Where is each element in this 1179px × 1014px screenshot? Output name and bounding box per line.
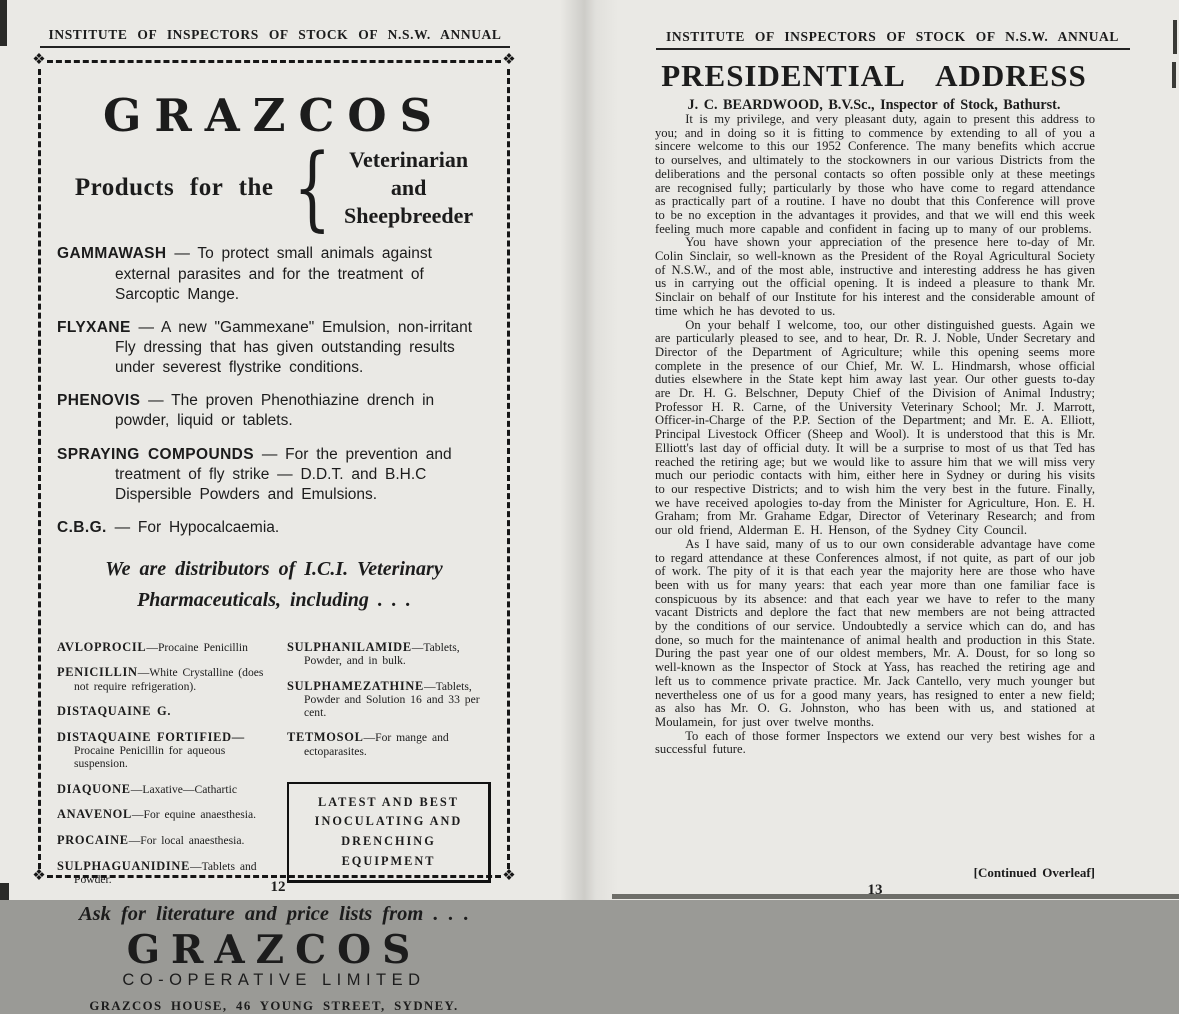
product-desc: — For the prevention and treatment of fly strike — D.D.T. and B.H.C Dispersible Powders and Emulsions. bbox=[115, 445, 452, 503]
right-header-rule bbox=[656, 48, 1130, 50]
drug-name: DISTAQUAINE FORTIFIED— bbox=[57, 729, 245, 744]
body-paragraph: As I have said, many of us to our own considerable advantage have come to regard attendance at these Conferences almost, if not quite, as part of our job of work. The pity of it is that each year the majority here are those who have been with us for many years: that each year more than one familiar face is conspicuous by its absence: and that each year we have to refer to the many vacant Districts and deplore the fact that new members are not being attracted by the conditions of our service. Undoubtedly a service which can do, and has done, so much for the maintenance of animal health and production in this State. During the past year one of our oldest members, Mr. A. Doust, for so long so well-known as the Inspector of Stock at Yass, has reached the retiring age and left us to commence private practice. Mr. Jack Cantello, very much younger but nevertheless one of us for a good many years, has resigned to enter a new field; as also has Mr. O. G. Johnston, who has been with us, and stationed at Moulamein, for just over twelve months. bbox=[655, 536, 1095, 729]
product-name: GAMMAWASH bbox=[57, 245, 167, 263]
list-item bbox=[57, 665, 283, 692]
drug-desc: —Tablets, Powder and Solution 16 and 33 per cent. bbox=[304, 679, 480, 719]
product-entry bbox=[57, 518, 491, 538]
drug-desc: —For local anaesthesia. bbox=[128, 834, 245, 848]
border-ornament-icon: ❖ bbox=[502, 868, 516, 884]
audience-word: Sheepbreeder bbox=[344, 203, 474, 229]
right-page-number: 13 bbox=[867, 882, 883, 898]
cooperative-limited-line: CO-OPERATIVE LIMITED bbox=[122, 970, 426, 989]
distributor-line: Pharmaceuticals, including . . . bbox=[137, 589, 411, 612]
body-paragraph: You have shown your appreciation of the presence here to-day of Mr. Colin Sinclair, so well-known as the President of the Royal Agricultural Society of N.S.W., and of the most able, instructive and interesting address he has given us in carrying out the official opening. It is indeed a pleasure to thank Mr. Sinclair on behalf of our Institute for his interest and the considerable amount of time which he has devoted to us. bbox=[655, 235, 1095, 318]
drug-desc: —Tablets, Powder, and in bulk. bbox=[304, 640, 460, 667]
article-body bbox=[655, 113, 1095, 881]
body-paragraph: To each of those former Inspectors we extend our very best wishes for a successful future. bbox=[655, 728, 1095, 757]
equipment-line: DRENCHING EQUIPMENT bbox=[341, 833, 436, 868]
brand-wordmark-footer: GRAZCOS bbox=[126, 927, 422, 974]
list-item bbox=[57, 782, 283, 796]
drug-desc: —For equine anaesthesia. bbox=[131, 808, 257, 822]
border-ornament-icon: ❖ bbox=[32, 868, 46, 884]
article-byline: J. C. BEARDWOOD, B.V.Sc., Inspector of Stock, Bathurst. bbox=[687, 97, 1061, 113]
drug-name: ANAVENOL bbox=[57, 807, 132, 822]
product-entry bbox=[57, 445, 491, 505]
audience-word: Veterinarian bbox=[349, 147, 469, 172]
continued-overleaf-note: [Continued Overleaf] bbox=[973, 865, 1095, 881]
brand-wordmark: GRAZCOS bbox=[102, 89, 446, 142]
left-running-header: INSTITUTE OF INSPECTORS OF STOCK OF N.S.W. ANNUAL bbox=[48, 27, 502, 42]
drug-name: SULPHANILAMIDE bbox=[287, 639, 412, 654]
drug-desc: —Tablets and Powder. bbox=[74, 859, 257, 886]
product-name: FLYXANE bbox=[57, 318, 131, 336]
left-page-number: 12 bbox=[270, 879, 286, 895]
product-name: PHENOVIS bbox=[57, 392, 141, 410]
drug-desc: —Procaine Penicillin bbox=[146, 640, 248, 654]
equipment-line: LATEST AND BEST bbox=[318, 794, 459, 809]
list-item bbox=[57, 833, 283, 847]
list-item bbox=[57, 640, 283, 654]
audience-list bbox=[344, 146, 473, 230]
border-ornament-icon: ❖ bbox=[32, 52, 46, 68]
equipment-line: INOCULATING AND bbox=[314, 814, 463, 829]
product-entry bbox=[57, 318, 491, 378]
audience-word: and bbox=[390, 175, 427, 201]
product-desc: — A new "Gammexane" Emulsion, non-irritant Fly dressing that has given outstanding results under severest flystrike conditions. bbox=[115, 318, 473, 377]
scan-edge-mark bbox=[0, 0, 7, 46]
drug-name: PROCAINE bbox=[57, 833, 129, 848]
distributor-line: We are distributors of I.C.I. Veterinary bbox=[105, 558, 443, 581]
product-descriptions bbox=[57, 244, 491, 538]
products-for-label: Products for the bbox=[74, 174, 274, 202]
scan-edge-mark bbox=[1172, 62, 1176, 88]
distributor-note bbox=[57, 554, 491, 616]
border-ornament-icon: ❖ bbox=[502, 52, 516, 68]
ask-literature-line: Ask for literature and price lists from . . . bbox=[78, 903, 470, 926]
product-desc: — To protect small animals against external parasites and for the treatment of Sarcoptic Mange. bbox=[115, 245, 432, 303]
list-item bbox=[287, 679, 491, 719]
product-desc: — The proven Phenothiazine drench in powder, liquid or tablets. bbox=[115, 392, 435, 430]
brace-glyph: { bbox=[293, 134, 332, 242]
pharmaceutical-lists bbox=[57, 628, 491, 889]
list-item bbox=[287, 730, 491, 757]
products-for-row bbox=[57, 134, 491, 242]
left-header-rule bbox=[40, 46, 510, 48]
product-desc: — For Hypocalcaemia. bbox=[114, 519, 280, 537]
drug-name: DISTAQUAINE G. bbox=[57, 704, 172, 719]
list-item bbox=[57, 730, 283, 770]
body-paragraph: On your behalf I welcome, too, our other distinguished guests. Again we are particularly pleased to see, and to hear, Dr. R. J. Noble, Under Secretary and Director of the Department of Agriculture; while this opening seems more complete in the presence of our Chief, Mr. W. L. Hindmarsh, whose official duties elsewhere in the State kept him away last year. Our other guests to-day are Dr. H. G. Belschner, Deputy Chief of the Division of Animal Industry; Professor H. R. Carne, of the University Veterinary School; Mr. J. Marrott, Officer-in-Charge of the P.P. Section of the Department; and Mr. E. A. Elliott, Principal Livestock Officer (Sheep and Wool). It is understood that this is Mr. Elliott's last day of official duty. It will be a surprise to most of us that Ted has reached the retiring age; but we would like to assure him that we will miss very much our periodic contacts with him, either here in Sydney or during his visits to our respective Districts; and to wish him the very best in the future. Finally, we have received apologies to-day from the Minister for Agriculture, Hon. E. H. Graham; from Mr. Grahame Edgar, Director of Veterinary Research; and from our old friend, Alderman E. H. Henson, of the Sydney City Council. bbox=[655, 317, 1095, 538]
product-name: SPRAYING COMPOUNDS bbox=[57, 445, 255, 463]
list-item bbox=[287, 640, 491, 667]
body-paragraph: It is my privilege, and very pleasant duty, again to present this address to you; and in doing so it is fitting to commence by extending to all of you a sincere welcome to this our 1952 Conference. The many benefits which accrue to ourselves, and ultimately to the stockowners in our various Districts from the deliberations and the personal contacts so often possible only at these meetings are recognised fully; particularly by those who have come to regard attendance as practically part of a routine. I have no doubt that this Conference will prove to be no exception in the advantages it provides, and that we will end this week feeling much more capable and confident in facing up to many of our problems. bbox=[655, 112, 1095, 236]
drug-name: AVLOPROCIL bbox=[57, 639, 147, 654]
product-name: C.B.G. bbox=[57, 519, 107, 537]
drug-desc: Procaine Penicillin for aqueous suspension. bbox=[74, 744, 226, 771]
drug-desc: —For mange and ectoparasites. bbox=[304, 731, 449, 758]
equipment-box bbox=[287, 782, 491, 884]
product-entry bbox=[57, 244, 491, 304]
article-title: PRESIDENTIAL ADDRESS bbox=[661, 58, 1087, 93]
drug-name: SULPHAMEZATHINE bbox=[287, 678, 424, 693]
scan-edge-mark bbox=[1173, 20, 1177, 54]
list-column-right bbox=[287, 628, 491, 889]
drug-name: TETMOSOL bbox=[287, 730, 364, 745]
drug-desc: —Laxative—Cathartic bbox=[130, 782, 238, 796]
list-item bbox=[57, 704, 283, 718]
company-address: GRAZCOS HOUSE, 46 YOUNG STREET, SYDNEY. bbox=[89, 998, 459, 1013]
drug-desc: —White Crystalline (does not require refrigeration). bbox=[74, 666, 264, 693]
list-item bbox=[57, 807, 283, 821]
drug-name: DIAQUONE bbox=[57, 781, 131, 796]
list-column-left bbox=[57, 628, 287, 889]
product-entry bbox=[57, 391, 491, 431]
page-gutter-shadow bbox=[560, 0, 618, 900]
drug-name: SULPHAGUANIDINE bbox=[57, 858, 191, 873]
drug-name: PENICILLIN bbox=[57, 665, 138, 680]
right-running-header: INSTITUTE OF INSPECTORS OF STOCK OF N.S.W. ANNUAL bbox=[666, 29, 1119, 44]
